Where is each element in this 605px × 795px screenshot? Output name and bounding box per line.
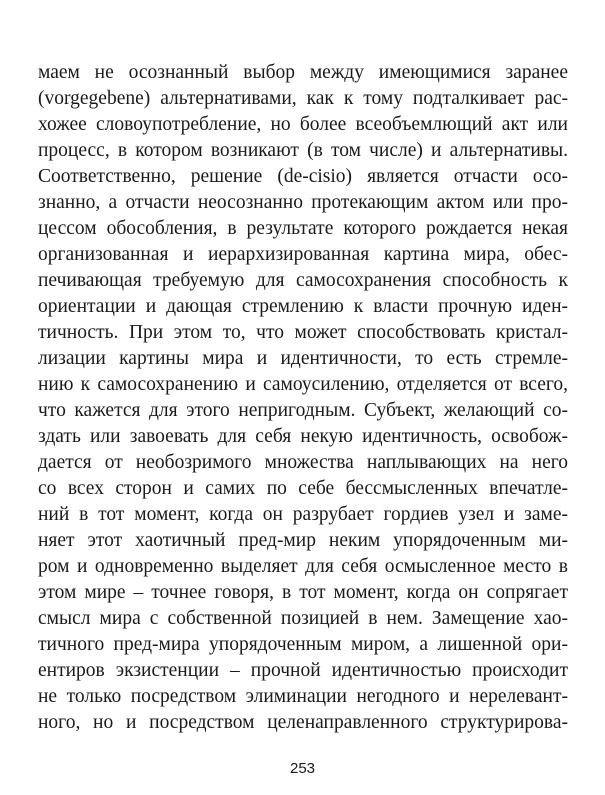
text-line-16: дается от необозримого множества наплывающих на него	[38, 452, 568, 473]
text-line-14: что кажется для этого непригодным. Субъект, желающий со-	[38, 400, 568, 421]
text-line-8: организованная и иерархизированная картина мира, обес-	[38, 244, 568, 265]
text-line-15: здать или завоевать для себя некую идентичность, освобож-	[38, 426, 568, 447]
text-line-21: этом мире – точнее говоря, в тот момент, когда он сопрягает	[38, 582, 568, 603]
text-line-23: тичного пред-мира упорядоченным миром, а лишенной ори-	[38, 634, 568, 655]
text-line-24: ентиров экзистенции – прочной идентичностью происходит	[38, 660, 568, 681]
text-line-7: цессом обособления, в результате которого рождается некая	[38, 218, 568, 239]
text-line-4: процесс, в котором возникают (в том числе) и альтернативы.	[38, 140, 568, 161]
page-number: 253	[289, 760, 316, 777]
text-line-1: маем не осознанный выбор между имеющимися заранее	[38, 62, 568, 83]
text-line-6: знанно, а отчасти неосознанно протекающим актом или про-	[38, 192, 568, 213]
text-line-17: со всех сторон и самих по себе бессмысленных впечатле-	[38, 478, 568, 499]
text-line-18: ний в тот момент, когда он разрубает гордиев узел и заме-	[38, 504, 568, 525]
text-line-20: ром и одновременно выделяет для себя осмысленное место в	[38, 556, 568, 577]
body-text	[38, 60, 568, 736]
text-line-5: Соответственно, решение (de-cisio) является отчасти осо-	[38, 166, 568, 187]
text-line-25: не только посредством элиминации негодного и нерелевант-	[38, 686, 568, 707]
text-line-11: тичность. При этом то, что может способствовать кристал-	[38, 322, 568, 343]
text-line-19: няет этот хаотичный пред-мир неким упорядоченным ми-	[38, 530, 568, 551]
text-line-26: ного, но и посредством целенаправленного структурирова-	[38, 712, 568, 733]
text-line-13: нию к самосохранению и самоусилению, отделяется от всего,	[38, 374, 568, 395]
text-line-3: хожее словоупотребление, но более всеобъемлющий акт или	[38, 114, 568, 135]
text-line-2: (vorgegebene) альтернативами, как к тому подталкивает рас-	[38, 88, 568, 109]
text-line-22: смысл мира с собственной позицией в нем. Замещение хао-	[38, 608, 568, 629]
text-line-10: ориентации и дающая стремлению к власти прочную иден-	[38, 296, 568, 317]
text-line-12: лизации картины мира и идентичности, то есть стремле-	[38, 348, 568, 369]
text-line-9: печивающая требуемую для самосохранения способность к	[38, 270, 568, 291]
